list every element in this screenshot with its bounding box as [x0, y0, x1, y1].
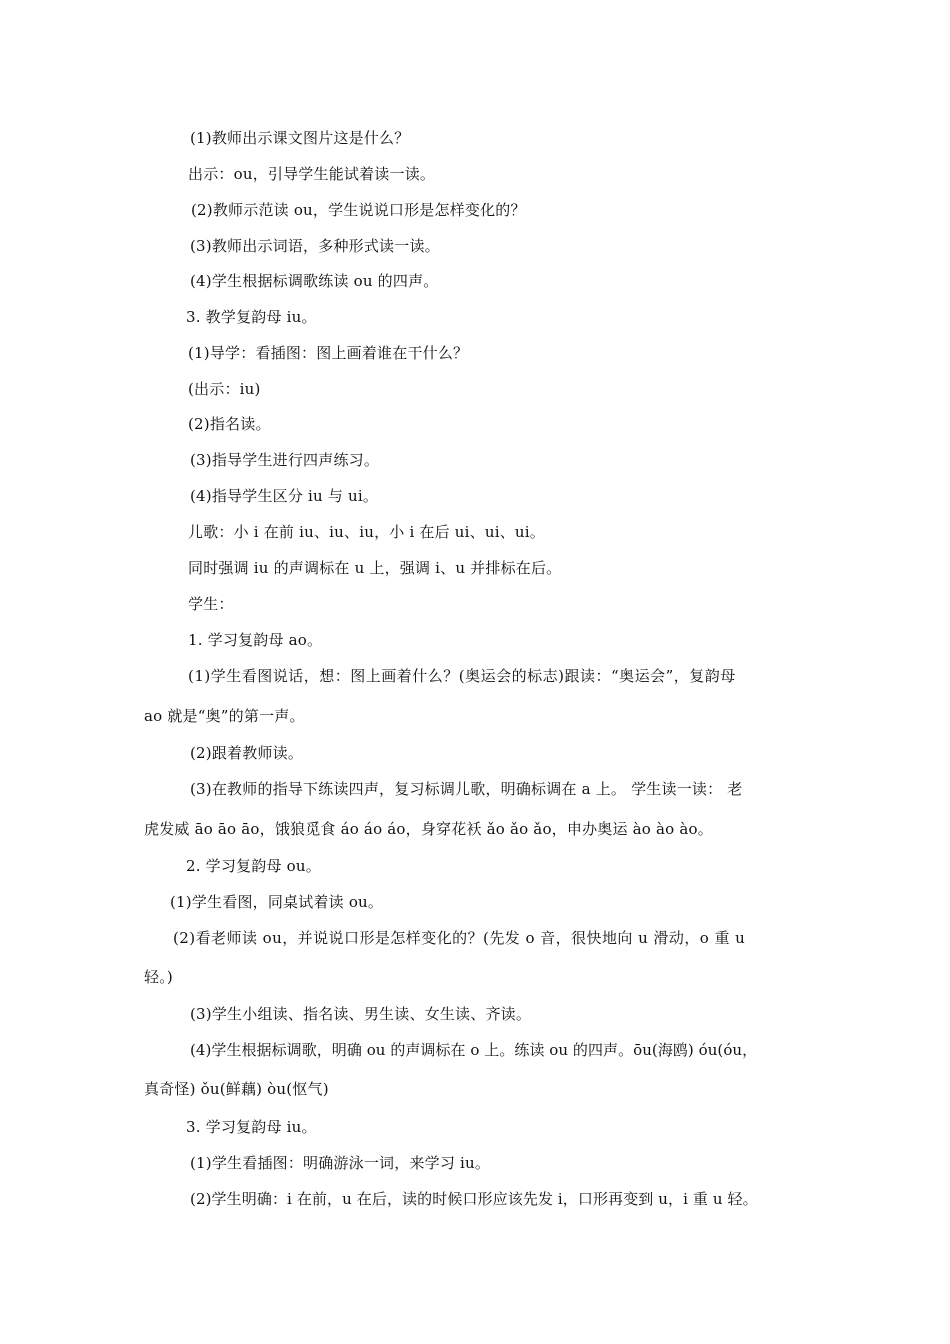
text-line: (2)跟着教师读。 [190, 744, 304, 762]
text-line: 出示：ou，引导学生能试着读一读。 [188, 165, 436, 183]
text-line: (1)导学：看插图：图上画着谁在干什么？ [188, 344, 469, 362]
section-heading: 2. 学习复韵母 ou。 [186, 857, 321, 875]
text-line: 儿歌：小 i 在前 iu、iu、iu，小 i 在后 ui、ui、ui。 [188, 523, 545, 541]
text-line: (4)学生根据标调歌，明确 ou 的声调标在 o 上。练读 ou 的四声。ōu(海鸥) óu(óu， [190, 1041, 758, 1059]
text-line: (2)指名读。 [188, 415, 271, 433]
text-line: (1)学生看图，同桌试着读 ou。 [170, 893, 384, 911]
text-line: (3)在教师的指导下练读四声，复习标调儿歌，明确标调在 a 上。 学生读一读： 老 [190, 780, 743, 798]
text-line: (4)学生根据标调歌练读 ou 的四声。 [190, 272, 439, 290]
text-line: 轻。) [144, 968, 173, 986]
text-line: (2)学生明确：i 在前，u 在后，读的时候口形应该先发 i，口形再变到 u，i 重 u 轻。 [190, 1190, 758, 1208]
text-line: (出示：iu) [188, 380, 261, 398]
text-line: (2)教师示范读 ou，学生说说口形是怎样变化的？ [191, 201, 526, 219]
text-line: (4)指导学生区分 iu 与 ui。 [190, 487, 379, 505]
text-line: 同时强调 iu 的声调标在 u 上，强调 i、u 并排标在后。 [188, 559, 562, 577]
text-line: (1)学生看插图：明确游泳一词，来学习 iu。 [190, 1154, 491, 1172]
text-line: (3)教师出示词语，多种形式读一读。 [190, 237, 440, 255]
text-line: ao 就是“奥”的第一声。 [144, 707, 305, 725]
section-heading: 1. 学习复韵母 ao。 [188, 631, 323, 649]
text-line: 虎发威 āo āo āo，饿狼觅食 áo áo áo，身穿花袄 ǎo ǎo ǎo，申办奥运 ào ào ào。 [144, 820, 713, 838]
text-line: 真奇怪) ǒu(鲜藕) òu(怄气) [144, 1080, 329, 1098]
text-line: (3)指导学生进行四声练习。 [190, 451, 380, 469]
section-heading: 3. 教学复韵母 iu。 [186, 308, 317, 326]
text-line: (3)学生小组读、指名读、男生读、女生读、齐读。 [190, 1005, 532, 1023]
section-heading: 学生： [188, 595, 234, 613]
text-line: (1)教师出示课文图片这是什么？ [190, 129, 410, 147]
text-line: (2)看老师读 ou，并说说口形是怎样变化的？(先发 o 音，很快地向 u 滑动，o 重 u [173, 929, 746, 947]
text-line: (1)学生看图说话，想：图上画着什么？(奥运会的标志)跟读：“奥运会”，复韵母 [188, 667, 736, 685]
section-heading: 3. 学习复韵母 iu。 [186, 1118, 317, 1136]
